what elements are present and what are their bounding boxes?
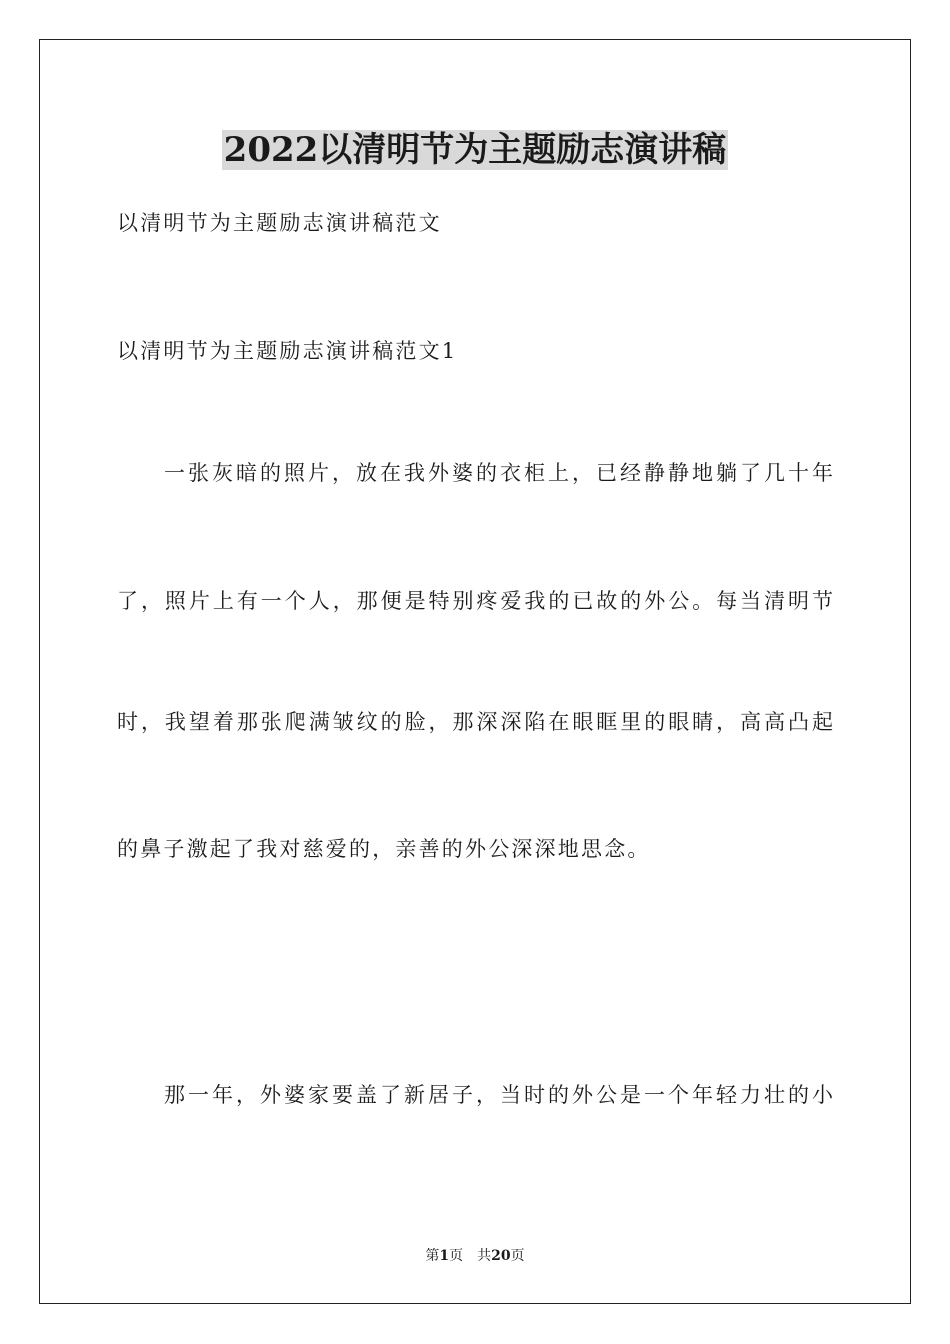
paragraph1-line-2: 了，照片上有一个人，那便是特别疼爱我的已故的外公。每当清明节 xyxy=(117,589,833,613)
paragraph2-line-1: 那一年，外婆家要盖了新居子，当时的外公是一个年轻力壮的小 xyxy=(164,1083,833,1107)
paragraph1-line-1: 一张灰暗的照片，放在我外婆的衣柜上，已经静静地躺了几十年 xyxy=(164,461,833,485)
paragraph1-line-3: 时，我望着那张爬满皱纹的脸，那深深陷在眼眶里的眼睛，高高凸起 xyxy=(117,710,833,734)
section-heading: 以清明节为主题励志演讲稿范文1 xyxy=(117,339,458,363)
footer-page-suffix: 页 xyxy=(449,1248,464,1264)
footer-page-number: 1 xyxy=(439,1248,450,1264)
page-footer xyxy=(0,1247,950,1265)
footer-total-suffix: 页 xyxy=(510,1248,525,1264)
document-title-text: 2022以清明节为主题励志演讲稿 xyxy=(223,130,727,170)
footer-total-pages: 20 xyxy=(491,1248,511,1264)
footer-total-prefix: 共 xyxy=(477,1248,492,1264)
footer-page-prefix: 第 xyxy=(425,1248,440,1264)
document-title xyxy=(0,128,950,172)
document-subtitle: 以清明节为主题励志演讲稿范文 xyxy=(117,211,442,235)
paragraph1-line-4: 的鼻子激起了我对慈爱的，亲善的外公深深地思念。 xyxy=(117,837,651,861)
